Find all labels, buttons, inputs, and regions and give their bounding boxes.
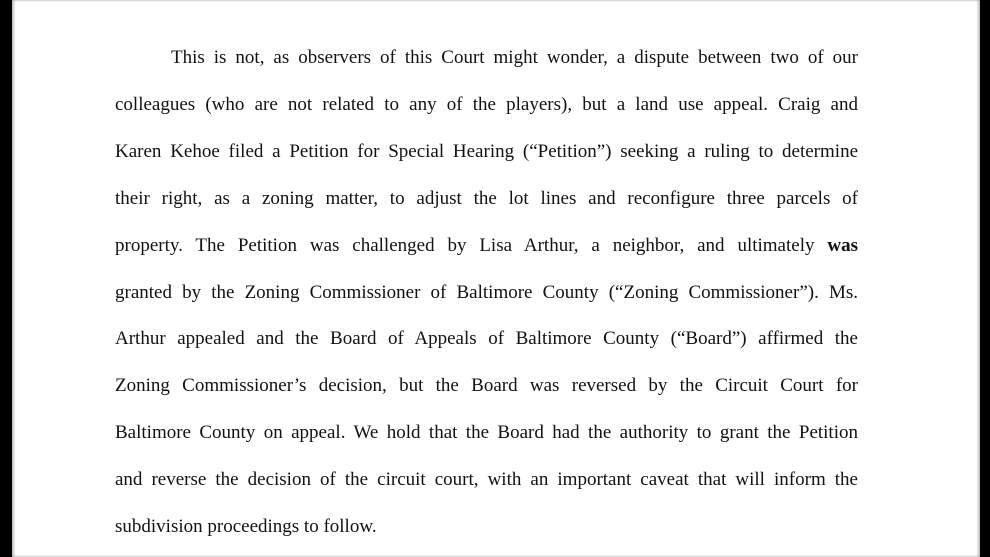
paragraph-line-8: Zoning Commissioner’s decision, but the Board was reversed by the Circuit Court for — [115, 375, 858, 396]
bold-word: was — [827, 235, 858, 256]
paragraph-line-10: and reverse the decision of the circuit court, with an important caveat that will inform the — [115, 469, 858, 490]
paragraph-line-4: their right, as a zoning matter, to adjust the lot lines and reconfigure three parcels of — [115, 188, 858, 209]
paragraph-line-5-text: property. The Petition was challenged by Lisa Arthur, a neighbor, and ultimately — [115, 235, 815, 256]
paragraph-line-6: granted by the Zoning Commissioner of Baltimore County (“Zoning Commissioner”). Ms. — [115, 282, 858, 303]
document-page — [12, 0, 980, 557]
paragraph-line-7: Arthur appealed and the Board of Appeals of Baltimore County (“Board”) affirmed the — [115, 328, 858, 349]
paragraph-line-1: This is not, as observers of this Court might wonder, a dispute between two of our — [171, 47, 858, 68]
paragraph-line-5 — [115, 235, 858, 257]
paragraph-line-11: subdivision proceedings to follow. — [115, 516, 377, 537]
opinion-paragraph — [12, 0, 980, 557]
paragraph-line-9: Baltimore County on appeal. We hold that the Board had the authority to grant the Petition — [115, 422, 858, 443]
paragraph-line-2: colleagues (who are not related to any of the players), but a land use appeal. Craig and — [115, 94, 858, 115]
paragraph-line-3: Karen Kehoe filed a Petition for Special Hearing (“Petition”) seeking a ruling to determine — [115, 141, 858, 162]
